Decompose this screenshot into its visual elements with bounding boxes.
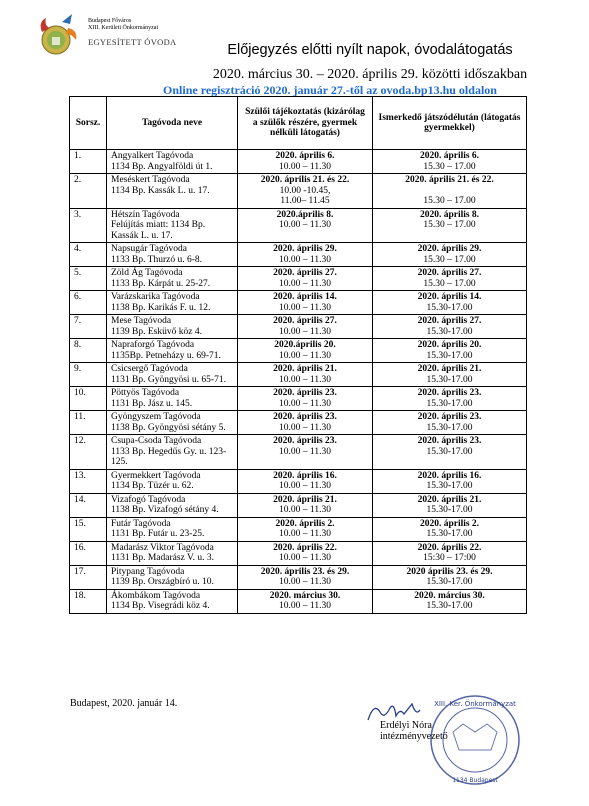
- table-row: [70, 174, 527, 209]
- row-number-cell: [70, 517, 107, 541]
- parent-info-date: 2020. március 30.: [269, 590, 341, 601]
- playtime-cell: [373, 174, 527, 209]
- table-row: [70, 243, 527, 267]
- playtime-time: 15.30-17.00: [426, 446, 473, 457]
- kindergarten-cell: [107, 565, 238, 589]
- row-number: 18.: [74, 590, 86, 601]
- playtime-cell: [373, 493, 527, 517]
- playtime-time: 15.30-17.00: [426, 529, 473, 539]
- playtime-date: 2020. április 22.: [417, 542, 482, 553]
- kindergarten-address: 1131 Bp. Jász u. 145.: [111, 398, 193, 409]
- schedule-table: [69, 96, 527, 614]
- row-number-cell: [70, 411, 107, 435]
- parent-info-date: 2020. április 29.: [273, 244, 337, 254]
- table-row: [70, 363, 527, 387]
- kindergarten-name: Varázskarika Tagóvoda: [111, 292, 200, 302]
- parent-info-time: 10.00 – 11.30: [279, 601, 331, 611]
- parent-info-cell: [238, 208, 373, 243]
- kindergarten-cell: [107, 493, 238, 517]
- row-number: 11.: [74, 412, 86, 422]
- row-number-cell: [70, 589, 107, 613]
- playtime-cell: [373, 541, 527, 565]
- kindergarten-cell: [107, 589, 238, 613]
- kindergarten-name: Napsugár Tagóvoda: [111, 244, 187, 254]
- playtime-time: 15.30-17.00: [426, 481, 473, 491]
- playtime-cell: [373, 315, 527, 339]
- online-registration-note: Online regisztráció 2020. január 27.-től az ovoda.bp13.hu oldalon: [163, 83, 497, 97]
- parent-info-time: 10.00 – 11.30: [279, 220, 331, 230]
- parent-info-date: 2020. április 23. és 29.: [260, 566, 350, 577]
- row-number: 5.: [74, 268, 82, 278]
- place-date: Budapest, 2020. január 14.: [70, 698, 178, 709]
- kindergarten-cell: [107, 291, 238, 315]
- kindergarten-address: 1131 Bp. Madarász V. u. 3.: [111, 553, 214, 563]
- playtime-time: 15.30-17.00: [426, 326, 473, 337]
- row-number-cell: [70, 541, 107, 565]
- parent-info-cell: [238, 315, 373, 339]
- parent-info-cell: [238, 150, 373, 174]
- table-row: [70, 315, 527, 339]
- playtime-date: 2020. április 16.: [417, 470, 482, 481]
- playtime-cell: [373, 565, 527, 589]
- kindergarten-cell: [107, 150, 238, 174]
- kindergarten-address: 1134 Bp. Visegrádi köz 4.: [111, 601, 210, 611]
- parent-info-time: 10.00 – 11.30: [279, 278, 331, 289]
- kindergarten-address: Felújítás miatt: 1134 Bp. Kassák L. u. 17.: [111, 220, 206, 241]
- row-number: 16.: [74, 542, 86, 553]
- table-row: [70, 493, 527, 517]
- kindergarten-name: Vizafogó Tagóvoda: [111, 494, 186, 505]
- playtime-time: 15.30 – 17.00: [423, 254, 476, 265]
- row-number-cell: [70, 363, 107, 387]
- kindergarten-address: 1133 Bp. Kárpát u. 25-27.: [111, 278, 211, 289]
- row-number-cell: [70, 387, 107, 411]
- kindergarten-cell: [107, 517, 238, 541]
- kindergarten-name: Napraforgó Tagóvoda: [111, 340, 195, 350]
- table-row: [70, 517, 527, 541]
- table-row: [70, 387, 527, 411]
- playtime-date: 2020. április 23.: [417, 412, 482, 422]
- parent-info-cell: [238, 387, 373, 411]
- row-number: 6.: [74, 292, 82, 302]
- kindergarten-name: Csicsergő Tagóvoda: [111, 364, 188, 374]
- kindergarten-name: Pitypang Tagóvoda: [111, 566, 185, 577]
- playtime-cell: [373, 339, 527, 363]
- row-number: 4.: [74, 244, 82, 254]
- logo-emblem-icon: [32, 10, 82, 60]
- parent-info-time: 10.00 – 11.30: [279, 302, 331, 313]
- kindergarten-name: Zöld Ág Tagóvoda: [111, 268, 183, 278]
- playtime-cell: [373, 589, 527, 613]
- playtime-time: 15.30-17.00: [426, 350, 473, 361]
- playtime-time: 15.30-17.00: [426, 601, 473, 611]
- kindergarten-address: 1138 Bp. Karikás F. u. 12.: [111, 302, 211, 313]
- parent-info-time: 10.00 – 11.30: [279, 577, 331, 587]
- logo-line3: EGYESÍTETT ÓVODA: [88, 37, 177, 47]
- logo: [32, 10, 192, 60]
- table-row: [70, 339, 527, 363]
- table-row: [70, 411, 527, 435]
- row-number-cell: [70, 469, 107, 493]
- row-number: 12.: [74, 436, 86, 446]
- parent-info-time: 10.00 – 11.30: [279, 374, 331, 385]
- table-header-row: [70, 97, 527, 150]
- kindergarten-name: Gyöngyszem Tagóvoda: [111, 412, 201, 422]
- table-row: [70, 435, 527, 470]
- kindergarten-cell: [107, 541, 238, 565]
- row-number: 8.: [74, 340, 82, 350]
- playtime-date: 2020. április 14.: [417, 292, 482, 302]
- row-number-cell: [70, 493, 107, 517]
- playtime-date: 2020. április 27.: [417, 268, 482, 278]
- parent-info-date: 2020. április 27.: [273, 316, 337, 326]
- kindergarten-name: Pöttyös Tagóvoda: [111, 388, 180, 398]
- table-row: [70, 565, 527, 589]
- header-number: Sorsz.: [70, 97, 107, 150]
- table-row: [70, 291, 527, 315]
- kindergarten-name: Gyermekkert Tagóvoda: [111, 470, 201, 481]
- playtime-cell: [373, 208, 527, 243]
- playtime-time: [377, 186, 522, 197]
- kindergarten-cell: [107, 469, 238, 493]
- kindergarten-cell: [107, 315, 238, 339]
- parent-info-date: 2020. április 23.: [273, 412, 337, 422]
- row-number-cell: [70, 291, 107, 315]
- parent-info-date: 2020. április 22.: [273, 542, 337, 553]
- parent-info-cell: [238, 363, 373, 387]
- row-number: 2.: [74, 175, 82, 185]
- kindergarten-cell: [107, 208, 238, 243]
- page-subtitle: 2020. március 30. – 2020. április 29. közötti időszakban: [212, 67, 528, 82]
- row-number: 1.: [74, 151, 82, 161]
- playtime-date: 2020. április 6.: [419, 151, 480, 161]
- parent-info-cell: [238, 291, 373, 315]
- parent-info-date: 2020. április 16.: [273, 470, 337, 481]
- table-row: [70, 469, 527, 493]
- playtime-date: 2020. április 8.: [419, 209, 480, 220]
- official-stamp: [425, 690, 525, 790]
- playtime-date: 2020. április 2.: [419, 518, 480, 529]
- parent-info-time: 10.00 – 11.30: [279, 553, 331, 563]
- playtime-cell: [373, 411, 527, 435]
- playtime-date: 2020. április 29.: [417, 244, 482, 254]
- row-number-cell: [70, 174, 107, 209]
- kindergarten-address: 1138 Bp. Gyöngyösi sétány 5.: [111, 422, 226, 433]
- header-parent-info: Szülői tájékoztatás (kizárólag a szülők részére, gyermek nélküli látogatás): [238, 97, 373, 150]
- playtime-cell: [373, 387, 527, 411]
- kindergarten-address: 1139 Bp. Esküvő köz 4.: [111, 326, 202, 337]
- parent-info-cell: [238, 174, 373, 209]
- playtime-cell: [373, 243, 527, 267]
- parent-info-time: 10.00 – 11.30: [279, 481, 331, 491]
- parent-info-date: 2020. április 14.: [273, 292, 337, 302]
- parent-info-time: 10.00 – 11.30: [279, 398, 331, 409]
- kindergarten-address: 1131 Bp. Gyöngyösi u. 65-71.: [111, 374, 226, 385]
- kindergarten-name: Angyalkert Tagóvoda: [111, 151, 194, 161]
- parent-info-date: 2020. április 27.: [273, 268, 337, 278]
- parent-info-time: 10.00 – 11.30: [279, 326, 331, 337]
- parent-info-date: 2020. április 21.: [273, 494, 337, 505]
- kindergarten-name: Csupa-Csoda Tagóvoda: [111, 436, 202, 446]
- parent-info-cell: [238, 541, 373, 565]
- playtime-cell: [373, 267, 527, 291]
- logo-line1: Budapest Főváros: [88, 18, 132, 24]
- signer-role: intézményvezető: [380, 731, 448, 742]
- playtime-time: 15.30 – 17.00: [423, 278, 476, 289]
- row-number: 14.: [74, 494, 86, 505]
- playtime-date: 2020. április 23.: [417, 388, 482, 398]
- kindergarten-cell: [107, 363, 238, 387]
- row-number: 10.: [74, 388, 86, 398]
- playtime-date: 2020. április 20.: [417, 340, 482, 350]
- parent-info-cell: [238, 339, 373, 363]
- parent-info-cell: [238, 469, 373, 493]
- row-number: 13.: [74, 470, 86, 481]
- table-row: [70, 208, 527, 243]
- kindergarten-cell: [107, 387, 238, 411]
- row-number: 17.: [74, 566, 86, 577]
- table-row: [70, 150, 527, 174]
- row-number-cell: [70, 565, 107, 589]
- playtime-date: 2020. április 21.: [417, 494, 482, 505]
- parent-info-time: 10.00 – 11.30: [279, 254, 331, 265]
- playtime-time: 15.30-17.00: [426, 302, 473, 313]
- row-number-cell: [70, 150, 107, 174]
- parent-info-cell: [238, 517, 373, 541]
- kindergarten-cell: [107, 435, 238, 470]
- playtime-cell: [373, 435, 527, 470]
- parent-info-cell: [238, 493, 373, 517]
- row-number-cell: [70, 339, 107, 363]
- svg-text:1134 Budapest: 1134 Budapest: [452, 777, 498, 784]
- kindergarten-name: Hétszín Tagóvoda: [111, 209, 180, 220]
- playtime-cell: [373, 291, 527, 315]
- row-number: 7.: [74, 316, 82, 326]
- kindergarten-address: 1131 Bp. Futár u. 23-25.: [111, 529, 205, 539]
- parent-info-date: 2020. április 21. és 22.: [260, 175, 350, 185]
- parent-info-date: 2020. április 2.: [275, 518, 335, 529]
- playtime-cell: [373, 469, 527, 493]
- parent-info-time: 10.00 – 11.30: [279, 161, 331, 172]
- playtime-time: 15.30-17.00: [426, 398, 473, 409]
- table-row: [70, 267, 527, 291]
- table-row: [70, 589, 527, 613]
- svg-text:XIII. Ker. Önkormányzat: XIII. Ker. Önkormányzat: [434, 700, 516, 708]
- playtime-date: 2020. április 27.: [417, 316, 482, 326]
- playtime-time: 15.30 – 17.00: [423, 220, 476, 230]
- kindergarten-address: 1133 Bp. Hegedűs Gy. u. 123-125.: [111, 446, 227, 467]
- parent-info-time: 10.00 – 11.30: [279, 422, 331, 433]
- playtime-time: 15.30 – 17.00: [423, 196, 476, 206]
- row-number: 15.: [74, 518, 86, 529]
- parent-info-time: 10.00 – 11.30: [279, 505, 331, 515]
- parent-info-date: 2020. április 6.: [275, 151, 335, 161]
- kindergarten-cell: [107, 174, 238, 209]
- page-title: Előjegyzés előtti nyílt napok, óvodalátogatás: [227, 42, 513, 58]
- playtime-time: 15.30-17.00: [426, 422, 473, 433]
- parent-info-date: 2020.április 8.: [276, 209, 334, 220]
- parent-info-time: 10.00 – 11.30: [279, 529, 331, 539]
- logo-line2: XIII. Kerületi Önkormányzat: [88, 25, 159, 31]
- parent-info-date: 2020.április 20.: [274, 340, 336, 350]
- row-number: 9.: [74, 364, 82, 374]
- parent-info-time: 11.00– 11.45: [280, 196, 330, 206]
- signer-name: Erdélyi Nóra: [380, 720, 432, 731]
- parent-info-cell: [238, 435, 373, 470]
- parent-info-time: 10.00 -10.45,: [279, 185, 331, 196]
- kindergarten-name: Meséskert Tagóvoda: [111, 175, 190, 185]
- playtime-time: 15.30-17.00: [426, 374, 473, 385]
- playtime-time: 15.30-17.00: [426, 577, 473, 587]
- parent-info-cell: [238, 589, 373, 613]
- kindergarten-name: Ákombákom Tagóvoda: [111, 590, 201, 601]
- row-number: 3.: [74, 209, 82, 220]
- playtime-time: 15.30-17.00: [426, 505, 473, 515]
- kindergarten-address: 1135Bp. Petneházy u. 69-71.: [111, 350, 221, 361]
- row-number-cell: [70, 208, 107, 243]
- playtime-cell: [373, 517, 527, 541]
- playtime-date: 2020. április 21.: [417, 364, 482, 374]
- parent-info-date: 2020. április 21.: [273, 364, 337, 374]
- kindergarten-name: Futár Tagóvoda: [111, 518, 171, 529]
- parent-info-cell: [238, 411, 373, 435]
- parent-info-cell: [238, 267, 373, 291]
- kindergarten-address: 1133 Bp. Thurzó u. 6-8.: [111, 254, 203, 265]
- playtime-cell: [373, 150, 527, 174]
- header-kindergarten-name: Tagóvoda neve: [107, 97, 238, 150]
- parent-info-date: 2020. április 23.: [273, 388, 337, 398]
- kindergarten-name: Mese Tagóvoda: [111, 316, 172, 326]
- table-row: [70, 541, 527, 565]
- playtime-date: 2020. március 30.: [414, 590, 485, 601]
- kindergarten-cell: [107, 411, 238, 435]
- kindergarten-cell: [107, 339, 238, 363]
- parent-info-date: 2020. április 23.: [273, 436, 337, 446]
- kindergarten-address: 1139 Bp. Országbíró u. 10.: [111, 577, 214, 587]
- parent-info-time: 10.00 – 11.30: [279, 350, 331, 361]
- kindergarten-cell: [107, 267, 238, 291]
- row-number-cell: [70, 243, 107, 267]
- kindergarten-address: 1138 Bp. Vizafogó sétány 4.: [111, 505, 219, 515]
- kindergarten-name: Madarász Viktor Tagóvoda: [111, 542, 214, 553]
- playtime-date: 2020 április 23. és 29.: [406, 566, 493, 577]
- kindergarten-address: 1134 Bp. Tüzér u. 62.: [111, 481, 194, 491]
- parent-info-time: 10.00 – 11.30: [279, 446, 331, 457]
- row-number-cell: [70, 435, 107, 470]
- row-number-cell: [70, 315, 107, 339]
- playtime-time: 15:30 – 17:00: [423, 553, 476, 563]
- playtime-date: 2020. április 21. és 22.: [405, 175, 494, 185]
- playtime-cell: [373, 363, 527, 387]
- playtime-time: 15.30 – 17.00: [423, 161, 476, 172]
- playtime-date: 2020. április 23.: [417, 436, 482, 446]
- header-playtime: Ismerkedő játszódélután (látogatás gyermekkel): [373, 97, 527, 150]
- kindergarten-address: 1134 Bp. Angyalföldi út 1.: [111, 161, 213, 172]
- row-number-cell: [70, 267, 107, 291]
- kindergarten-cell: [107, 243, 238, 267]
- parent-info-cell: [238, 243, 373, 267]
- parent-info-cell: [238, 565, 373, 589]
- kindergarten-address: 1134 Bp. Kassák L. u. 17.: [111, 185, 210, 196]
